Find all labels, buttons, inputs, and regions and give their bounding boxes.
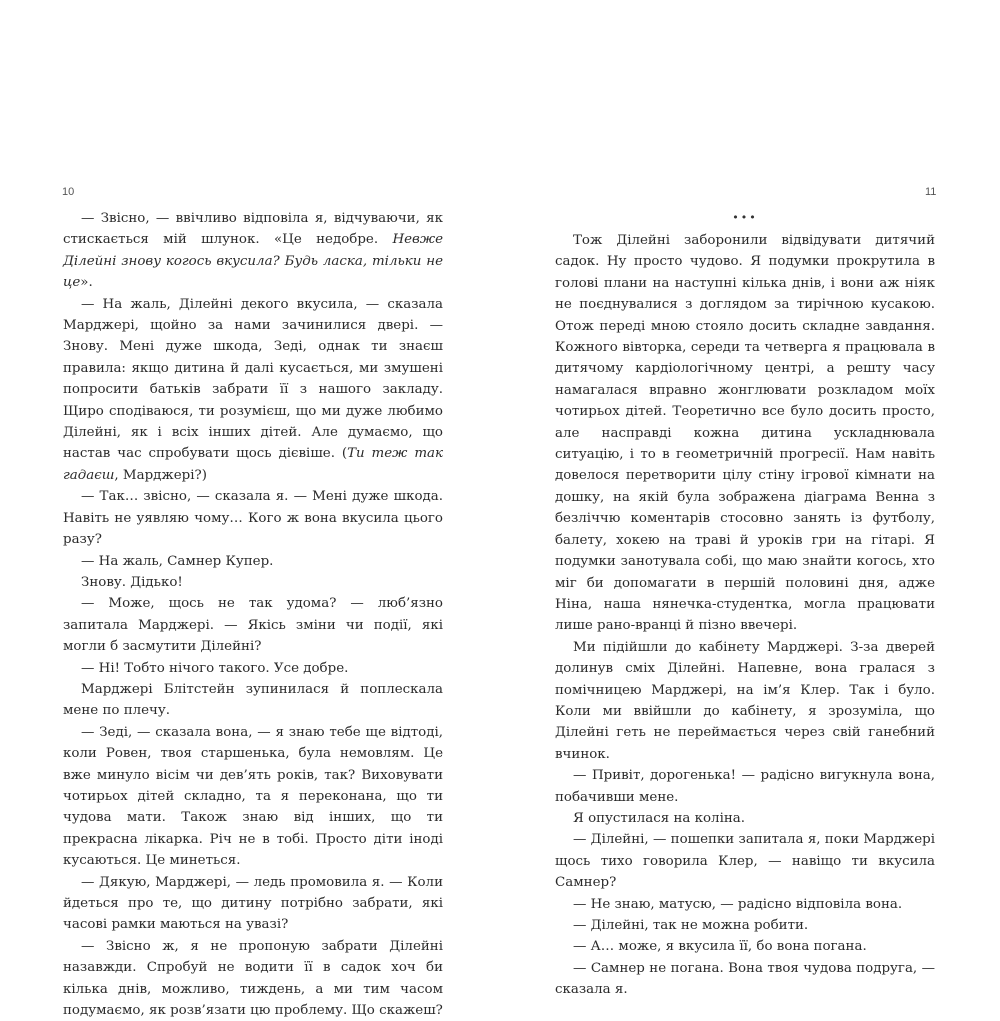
paragraph bbox=[63, 593, 443, 657]
paragraph bbox=[63, 208, 443, 294]
text-run: — Не знаю, матусю, — радісно відповіла вона. bbox=[573, 896, 903, 912]
paragraph bbox=[63, 872, 443, 936]
paragraph bbox=[63, 551, 443, 572]
paragraph bbox=[555, 808, 935, 829]
text-run: Ми підійшли до кабінету Марджері. З-за дверей долинув сміх Ділейні. Напевне, вона гралася з помічницею Марджері, на ім’я Клер. Так і було. Коли ми ввійшли до кабінету, я зрозуміла, що Ділейні геть не переймається через свій ганебний вчинок. bbox=[555, 639, 935, 762]
section-separator: ••• bbox=[732, 211, 758, 224]
paragraph bbox=[555, 230, 935, 637]
paragraph bbox=[555, 894, 935, 915]
paragraph bbox=[555, 958, 935, 1001]
paragraph bbox=[555, 936, 935, 957]
right-page-text bbox=[555, 230, 935, 1001]
paragraph bbox=[63, 658, 443, 679]
text-run: Марджері Блітстейн зупинилася й поплескала мене по плечу. bbox=[63, 681, 443, 719]
text-run: — На жаль, Самнер Купер. bbox=[81, 553, 274, 569]
paragraph bbox=[63, 486, 443, 550]
text-run: — Самнер не погана. Вона твоя чудова подруга, — сказала я. bbox=[555, 960, 935, 998]
text-run: , Марджері?) bbox=[114, 467, 207, 483]
left-page-text bbox=[63, 208, 443, 1021]
text-run: — Дякую, Марджері, — ледь промовила я. — Коли йдеться про те, що дитину потрібно забрати, які часові рамки маються на увазі? bbox=[63, 874, 443, 933]
text-run: Знову. Дідько! bbox=[81, 574, 183, 590]
text-run: — Ділейні, — пошепки запитала я, поки Марджері щось тихо говорила Клер, — навіщо ти вкусила Самнер? bbox=[555, 832, 935, 891]
text-run: — Ділейні, так не можна робити. bbox=[573, 918, 809, 933]
text-run: ». bbox=[80, 275, 93, 291]
text-run: Я опустилася на коліна. bbox=[573, 810, 746, 826]
page-number-left: 10 bbox=[62, 186, 75, 198]
text-run: — Привіт, дорогенька! — радісно вигукнула вона, побачивши мене. bbox=[555, 768, 935, 805]
paragraph bbox=[63, 722, 443, 872]
paragraph bbox=[555, 829, 935, 893]
paragraph bbox=[555, 637, 935, 765]
text-run: — Ні! Тобто нічого такого. Усе добре. bbox=[81, 660, 349, 676]
paragraph bbox=[555, 915, 935, 936]
text-run: — Може, щось не так удома? — люб’язно запитала Марджері. — Якісь зміни чи події, які могли б засмутити Ділейні? bbox=[63, 596, 443, 655]
paragraph bbox=[63, 572, 443, 593]
text-run: Тож Ділейні заборонили відвідувати дитячий садок. Ну просто чудово. Я подумки прокрутила в голові плани на наступні кілька днів, і вони аж ніяк не поєднувалися з доглядом за тирічною кусакою. Отож переді мною стояло досить складне завдання. Кожного вівторка, середи та четверга я працювала в дитячому кардіологічному центрі, а решту часу намагалася вправно жонглювати розкладом моїх чотирьох дітей. Теоретично все було досить просто, але насправді кожна дитина ускладнювала ситуацію, і то в геометричній прогресії. Нам навіть довелося перетворити цілу стіну ігрової кімнати на дошку, на якій була зображена діаграма Венна з безліччю коментарів стосовно занять із футболу, балету, хокею на траві й уроків гри на гітарі. Я подумки занотувала собі, що маю знайти когось, хто міг би допомагати в першій половині дня, адже Ніна, наша нянечка-студентка, могла працювати лише рано-вранці й пізно ввечері. bbox=[555, 233, 935, 634]
text-run: — На жаль, Ділейні декого вкусила, — сказала Марджері, щойно за нами зачинилися двері. — Знову. Мені дуже шкода, Зеді, однак ти знаєш правила: якщо дитина й далі кусається, ми змушені попросити батьків забрати її з нашого закладу. Щиро сподіваюся, ти розумієш, що ми дуже любимо Ділейні, як і всіх інших дітей. Але думаємо, що настав час спробувати щось дієвіше. ( bbox=[63, 296, 443, 462]
paragraph bbox=[63, 936, 443, 1021]
paragraph bbox=[63, 294, 443, 487]
page-number-right: 11 bbox=[925, 186, 937, 198]
text-run: — А… може, я вкусила її, бо вона погана. bbox=[573, 939, 867, 955]
text-run: — Звісно ж, я не пропоную забрати Ділейні назавжди. Спробуй не водити її в садок хоч би кілька днів, можливо, тиждень, а ми тим часом подумаємо, як розв’язати цю проблему. Що скажеш? bbox=[63, 938, 443, 1019]
text-run: — Звісно, — ввічливо відповіла я, відчуваючи, як стискається мій шлунок. «Це недобре. bbox=[63, 211, 443, 248]
paragraph bbox=[555, 765, 935, 808]
italic-text-run: Невже Ділейні знову когось вкусила? Будь ласка, тільки не це bbox=[63, 232, 443, 291]
italic-text-run: Ти теж так гадаєш bbox=[63, 446, 443, 483]
paragraph bbox=[63, 679, 443, 722]
text-run: — Так… звісно, — сказала я. — Мені дуже шкода. Навіть не уявляю чому… Кого ж вона вкусила цього разу? bbox=[63, 489, 443, 548]
text-run: — Зеді, — сказала вона, — я знаю тебе ще відтоді, коли Ровен, твоя старшенька, була немовлям. Це вже минуло вісім чи дев’ять років, так? Виховувати чотирьох дітей складно, та я переконана, що ти чудова мати. Також знаю від інших, що ти прекрасна лікарка. Річ не в тобі. Просто діти іноді кусаються. Це минеться. bbox=[63, 724, 443, 869]
